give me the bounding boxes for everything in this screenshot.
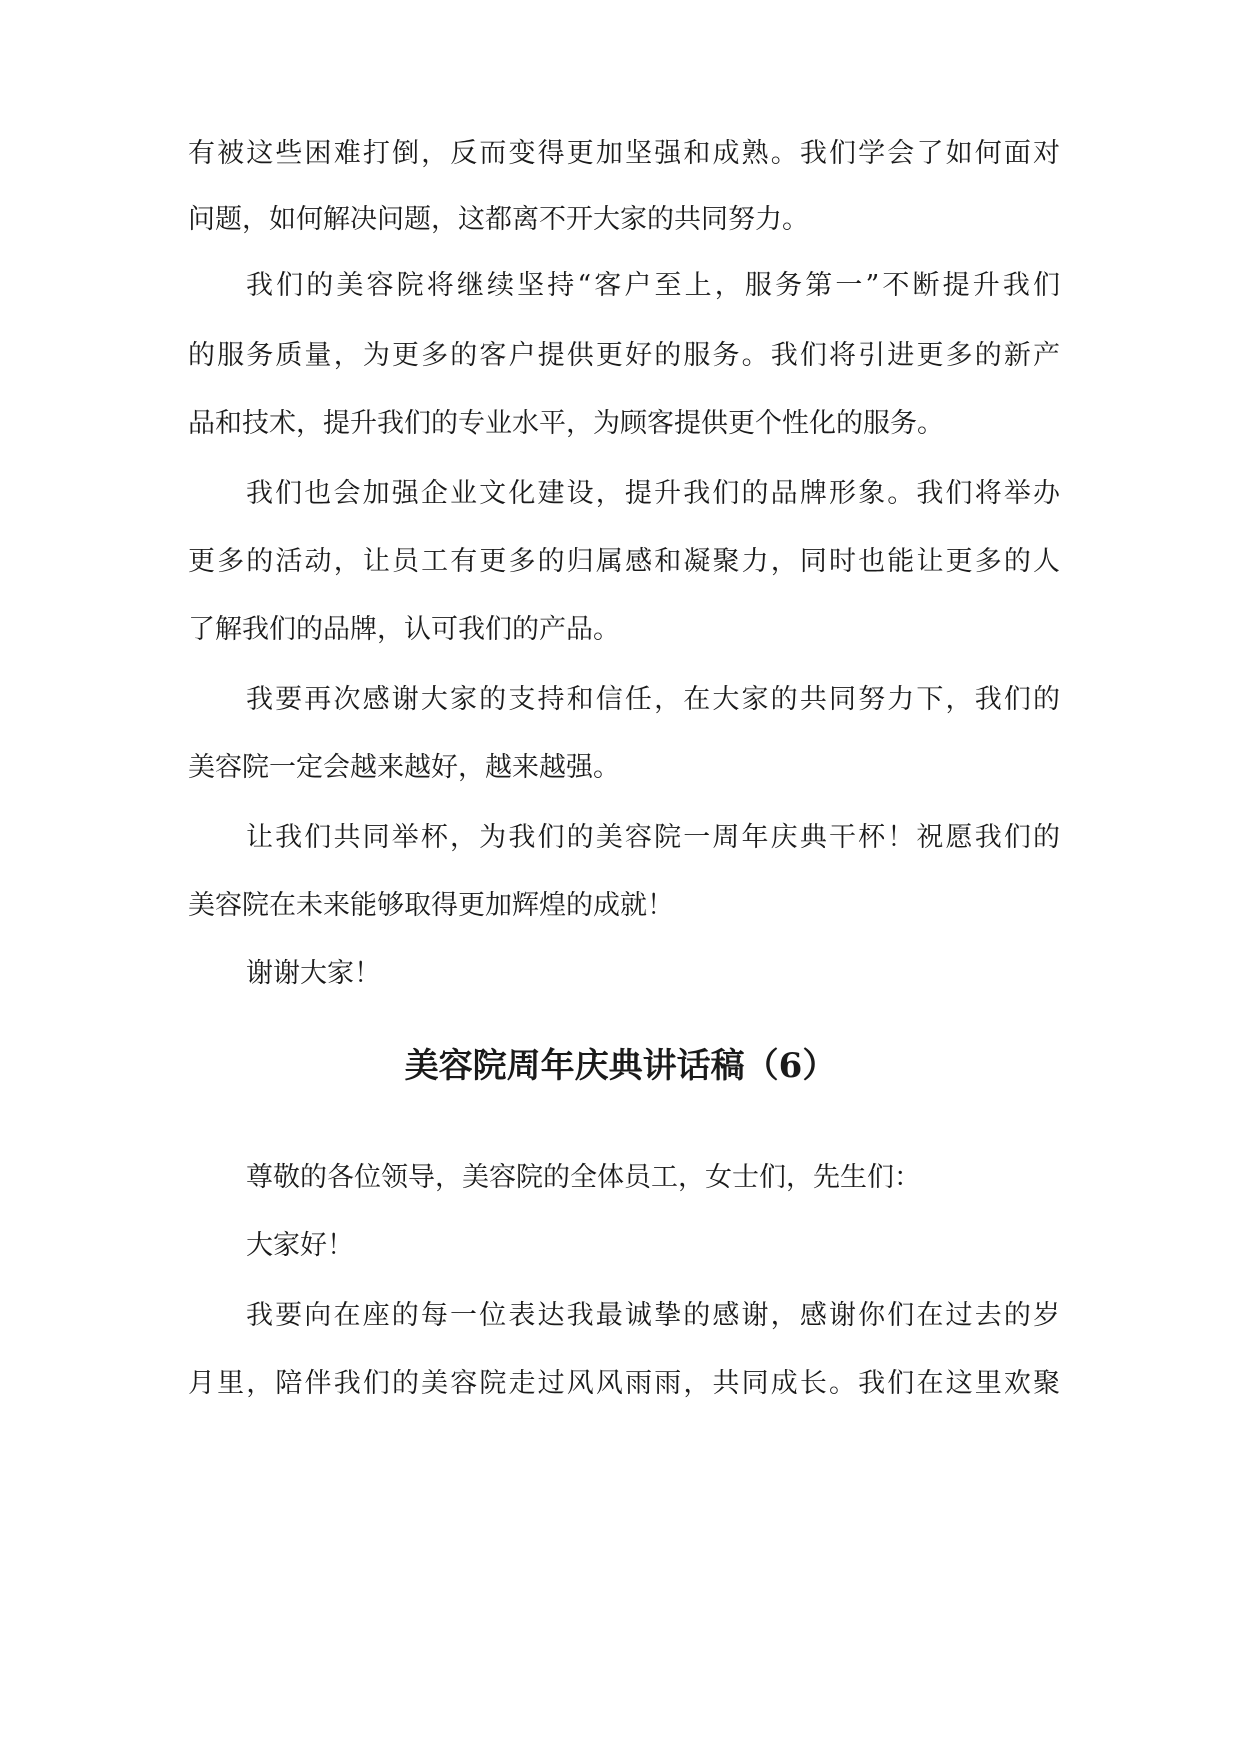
paragraph-line: 月里，陪伴我们的美容院走过风风雨雨，共同成长。我们在这里欢聚 — [188, 1368, 1060, 1399]
section-title: 美容院周年庆典讲话稿（6） — [404, 1046, 837, 1086]
paragraph-line: 尊敬的各位领导，美容院的全体员工，女士们，先生们： — [246, 1162, 921, 1193]
paragraph-line: 美容院一定会越来越好，越来越强。 — [188, 752, 620, 783]
paragraph-line: 让我们共同举杯，为我们的美容院一周年庆典干杯！祝愿我们的 — [246, 822, 1060, 853]
paragraph-line: 品和技术，提升我们的专业水平，为顾客提供更个性化的服务。 — [188, 408, 944, 439]
paragraph-line: 美容院在未来能够取得更加辉煌的成就！ — [188, 890, 674, 921]
paragraph-line: 大家好！ — [246, 1230, 354, 1261]
paragraph-line: 的服务质量，为更多的客户提供更好的服务。我们将引进更多的新产 — [188, 340, 1060, 371]
paragraph-line: 了解我们的品牌，认可我们的产品。 — [188, 614, 620, 645]
paragraph-line: 我们的美容院将继续坚持“客户至上，服务第一”不断提升我们 — [246, 270, 1060, 301]
paragraph-line: 我要向在座的每一位表达我最诚挚的感谢，感谢你们在过去的岁 — [246, 1300, 1060, 1331]
paragraph-line: 我要再次感谢大家的支持和信任，在大家的共同努力下，我们的 — [246, 684, 1060, 715]
paragraph-line: 谢谢大家！ — [246, 958, 381, 989]
paragraph-line: 有被这些困难打倒，反而变得更加坚强和成熟。我们学会了如何面对 — [188, 138, 1060, 169]
paragraph-line: 我们也会加强企业文化建设，提升我们的品牌形象。我们将举办 — [246, 478, 1060, 509]
paragraph-line: 问题，如何解决问题，这都离不开大家的共同努力。 — [188, 204, 809, 235]
paragraph-line: 更多的活动，让员工有更多的归属感和凝聚力，同时也能让更多的人 — [188, 546, 1060, 577]
